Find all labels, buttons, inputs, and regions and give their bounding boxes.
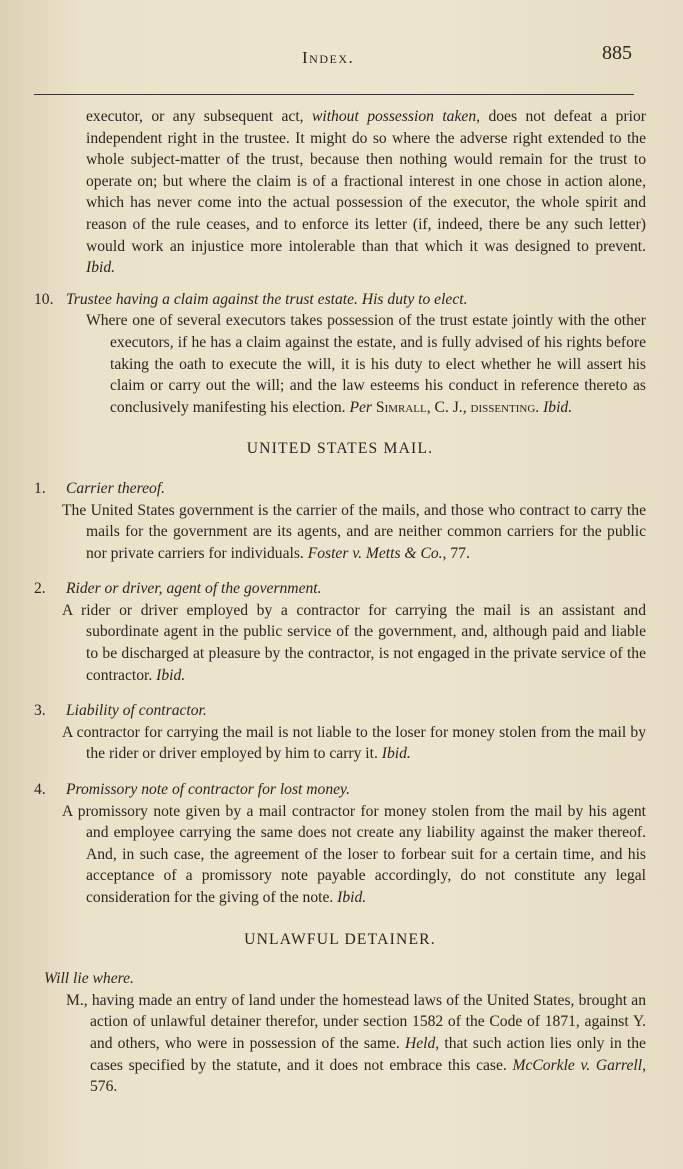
entry-text <box>34 801 646 909</box>
entry-text <box>34 722 646 765</box>
entry-title: Promissory note of contractor for lost money. <box>66 781 350 799</box>
continuation-emphasis: without possession taken, <box>311 108 481 125</box>
entry-heading <box>34 289 646 311</box>
continuation-paragraph <box>34 106 646 279</box>
entry-body-rest: that such action lies only in the cases specified by the statute, and it does not embrace this case. <box>90 1034 646 1074</box>
entry-body: M., having made an entry of land under the homestead laws of the United States, brought an action of unlawful detainer therefor, under section 1582 of the Code of 1871, against Y. and others, who were in possession of the same. <box>66 991 646 1052</box>
entry-text <box>34 500 646 565</box>
index-entry-1 <box>34 478 646 564</box>
per-label: Per <box>349 398 372 416</box>
index-entry-unlawful-detainer <box>34 968 646 1098</box>
entry-body: A contractor for carrying the mail is not liable to the loser for money stolen from the mail by the rider or driver employed by him to carry it. <box>62 723 646 763</box>
page-header <box>0 38 683 68</box>
citation-page: 576. <box>90 1078 118 1096</box>
citation: Ibid. <box>381 745 411 763</box>
running-title: Index. <box>302 48 355 67</box>
entry-body: A promissory note given by a mail contractor for money stolen from the mail by his agent and employee carrying the same does not create any liability against the maker thereof. And, in such case, the agreement of the loser to forbear suit for a certain time, and his acceptance of a promissory note payable accordingly, do not constitute any legal consideration for the giving of the note. <box>62 802 646 906</box>
citation: Ibid. <box>86 259 116 277</box>
section-title-unlawful-detainer: UNLAWFUL DETAINER. <box>244 930 436 948</box>
index-entry-3 <box>34 700 646 765</box>
entry-title: Will lie where. <box>44 970 134 988</box>
entry-text <box>34 600 646 686</box>
citation: Ibid. <box>156 666 186 684</box>
section-title-united-states-mail: UNITED STATES MAIL. <box>246 440 434 458</box>
judge-name: Simrall, C. J., dissenting. <box>375 398 540 416</box>
entry-text <box>58 310 646 418</box>
page-number: 885 <box>602 42 632 64</box>
index-entry-2 <box>34 578 646 686</box>
index-entry-10 <box>34 289 646 419</box>
entry-heading <box>34 478 646 500</box>
entry-heading <box>34 700 646 722</box>
header-rule <box>34 94 634 95</box>
entry-heading <box>34 779 646 801</box>
entry-title: Carrier thereof. <box>66 479 166 497</box>
entry-title: Liability of contractor. <box>66 702 207 720</box>
entry-number: 2. <box>34 580 46 598</box>
entry-body: A rider or driver employed by a contractor for carrying the mail is an assistant and subordinate agent in the public service of the government, and, although paid and liable to be discharged at pleasure by the contractor, is not engaged in the private service of the contractor. <box>62 601 646 684</box>
entry-number: 1. <box>34 479 46 497</box>
citation: Ibid. <box>543 398 573 416</box>
index-entry-4 <box>34 779 646 909</box>
citation-page: 77. <box>446 544 470 562</box>
entry-title: Trustee having a claim against the trust estate. His duty to elect. <box>66 290 468 308</box>
entry-heading <box>34 578 646 600</box>
citation: Ibid. <box>337 889 367 906</box>
entry-body: Where one of several executors takes possession of the trust estate jointly with the other executors, if he has a claim against the estate, and is fully advised of his rights before taking the oath to execute the will, it is his duty to elect whether he will assert his claim or carry out the will; and the law esteems his conduct in reference thereto as conclusively manifesting his election. <box>86 312 646 416</box>
citation: McCorkle v. Garrell, <box>512 1056 646 1074</box>
entry-title: Rider or driver, agent of the government. <box>66 580 322 598</box>
entry-number: 3. <box>34 702 46 720</box>
citation: Foster v. Metts & Co., <box>307 544 447 562</box>
entry-body: The United States government is the carrier of the mails, and those who contract to carry the mails for the government are its agents, and are neither common carriers for the public nor private carriers for individuals. <box>62 501 646 562</box>
entry-number: 10. <box>34 290 54 308</box>
index-body <box>34 106 646 1098</box>
continuation-text-rest: does not defeat a prior independent right in the trustee. It might do so where the adverse right extended to the whole subject-matter of the trust, because then nothing would remain for the trust to operate on; but where the claim is of a fractional interest in one chose in action alone, which has never come into the actual possession of the executor, the whole spirit and reason of the rule ceases, and to enforce its letter (if, indeed, there be any such letter) would work an injustice more intolerable than that which it was designed to prevent. <box>86 108 646 255</box>
entry-text <box>34 990 646 1098</box>
held-label: Held, <box>404 1034 440 1052</box>
continuation-text: executor, or any subsequent act, <box>86 108 312 125</box>
entry-number: 4. <box>34 781 46 799</box>
